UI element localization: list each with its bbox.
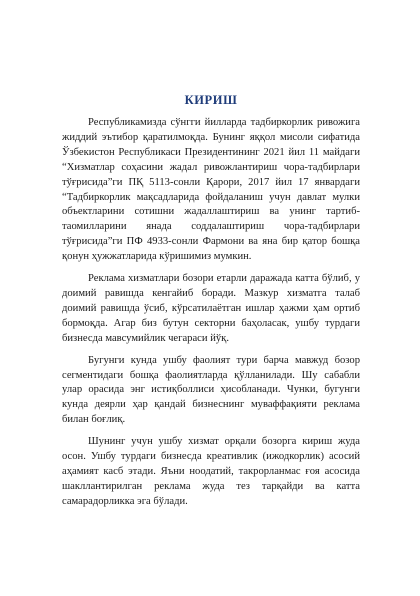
paragraph-1: Республикамизда сўнгги йилларда тадбиркорлик ривожига жиддий эътибор қаратилмоқда. Бунинг яққол мисоли сифатида Ўзбекистон Республикаси Президентининг 2021 йил 11 майдаги “Хизматлар соҳасини жадал ривожлантириш чора-тадбирлари тўғрисида”ги ПҚ 5113-сонли Қарори, 2017 йил 17 январдаги “Тадбиркорлик мақсадларида фойдаланиш учун давлат мулки объектларини сотишни жадаллаштириш ва унинг тартиб-таомилларини янада соддалаштириш чора-тадбирлари тўғрисида”ги ПФ 4933-сонли Фармони ва яна бир қатор бошқа қонун ҳужжатларида кўришимиз мумкин. <box>62 117 360 263</box>
paragraph-3: Бугунги кунда ушбу фаолият тури барча мавжуд бозор сегментидаги бошқа фаолиятларда қўлланилади. Шу сабабли улар орасида энг истиқболлиси ҳисобланади. Чунки, бугунги кунда деярли ҳар қандай бизнеснинг муваффақияти реклама билан боғлиқ. <box>62 354 360 426</box>
paragraph-2: Реклама хизматлари бозори етарли даражада катта бўлиб, у доимий равишда кенгайиб боради. Мазкур хизматга талаб доимий равишда ўсиб, кўрсатилаётган ишлар ҳажми ҳам ортиб бормоқда. Агар биз бутун секторни баҳоласак, ушбу турдаги бизнесда мавсумийлик чегараси йўқ. <box>62 273 360 344</box>
section-heading: КИРИШ <box>184 93 238 107</box>
paragraph-4: Шунинг учун ушбу хизмат орқали бозорга кириш жуда осон. Ушбу турдаги бизнесда креативлик (ижодкорлик) асосий аҳамият касб этади. Яъни ноодатий, такрорланмас ғоя асосида шакллантирилган реклама жуда тез тарқайди ва катта самарадорликка эга бўлади. <box>62 436 360 507</box>
document-page <box>62 93 360 517</box>
